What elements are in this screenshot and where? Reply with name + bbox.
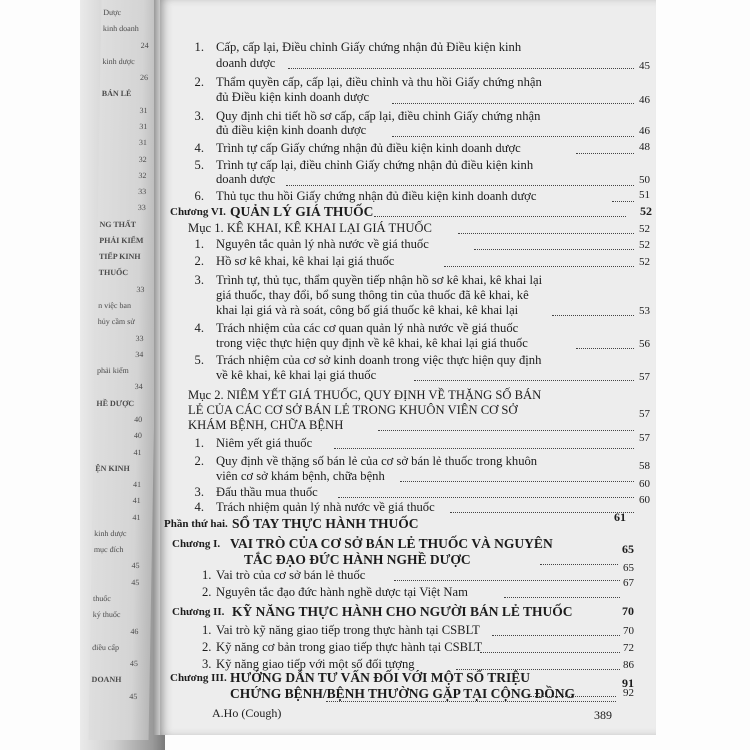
left-page-fragment: 33	[136, 284, 145, 294]
entry-text: Kỹ năng giao tiếp với một số đối tượng	[216, 657, 415, 671]
entry-number: 3.	[202, 657, 212, 671]
entry-number: 2.	[194, 454, 204, 468]
entry-page: 46	[639, 125, 650, 137]
entry-number: 5.	[194, 158, 204, 172]
left-page-fragment: 32	[138, 154, 147, 164]
entry-number: 3.	[194, 273, 204, 287]
entry-text: viên cơ sở khám bệnh, chữa bệnh	[216, 469, 385, 483]
entry-text: Trách nhiệm của cơ sở kinh doanh trong việc thực hiện quy định	[216, 353, 542, 367]
chapter-label: Chương II.	[172, 606, 225, 618]
entry-text: Thủ tục thu hồi Giấy chứng nhận đủ điều kiện kinh doanh dược	[216, 189, 537, 203]
section-title: Mục 1. KÊ KHAI, KÊ KHAI LẠI GIÁ THUỐC	[188, 221, 432, 235]
left-page-fragment: 33	[138, 187, 147, 197]
entry-text: Nguyên tắc đạo đức hành nghề dược tại Việt Nam	[216, 585, 468, 599]
entry-page: 92	[623, 687, 634, 699]
left-page-fragment: THUỐC	[98, 268, 129, 278]
entry-text: Nguyên tắc quản lý nhà nước về giá thuốc	[216, 237, 429, 251]
chapter-title: KỸ NĂNG THỰC HÀNH CHO NGƯỜI BÁN LẺ THUỐC	[232, 604, 573, 619]
entry-text: trong việc thực hiện quy định về kê khai, kê khai lại giá thuốc	[216, 336, 528, 350]
entry-page: 48	[639, 141, 650, 153]
entry-page: 72	[623, 642, 634, 654]
left-page-fragment: kinh dược	[94, 528, 127, 538]
entry-text: đủ điều kiện kinh doanh dược	[216, 123, 367, 137]
left-page-fragment: Dược	[103, 8, 122, 17]
entry-number: 2.	[194, 75, 204, 89]
left-page-fragment: 32	[138, 170, 147, 180]
leader-dots	[552, 315, 634, 316]
entry-number: 2.	[202, 640, 212, 654]
left-page-fragment: PHẢI KIỂM	[99, 235, 144, 245]
left-page-fragment: n việc ban	[98, 301, 132, 311]
left-page-fragment: kinh dược	[102, 56, 135, 66]
entry-number: 2.	[194, 254, 204, 268]
entry-page: 52	[639, 239, 650, 251]
part-label: Phần thứ hai.	[164, 518, 228, 530]
entry-text: Trình tự, thủ tục, thẩm quyền tiếp nhận hồ sơ kê khai, kê khai lại	[216, 273, 543, 287]
entry-text: doanh dược	[216, 172, 276, 186]
entry-page: 67	[623, 577, 634, 589]
entry-page: 46	[639, 94, 650, 106]
chapter-page: 70	[622, 604, 634, 618]
entry-number: 1.	[202, 623, 212, 637]
left-page-fragment: 45	[129, 691, 138, 701]
left-page-fragment: 31	[138, 138, 148, 148]
left-page-fragment: 33	[137, 203, 146, 213]
leader-dots	[286, 185, 634, 186]
chapter-label: Chương III.	[170, 672, 227, 684]
left-page-fragment: 41	[132, 496, 141, 506]
entry-number: 3.	[194, 485, 204, 499]
leader-dots	[530, 696, 616, 697]
entry-page: 57	[639, 371, 650, 383]
leader-dots	[378, 430, 634, 431]
left-page-fragment: 45	[129, 659, 138, 669]
leader-dots	[540, 564, 618, 565]
entry-page: 56	[639, 338, 650, 350]
left-page-fragment: BÁN LẺ	[101, 89, 132, 99]
chapter-label: Chương I.	[172, 538, 221, 550]
part-title: SỔ TAY THỰC HÀNH THUỐC	[232, 516, 419, 531]
leader-dots	[480, 652, 620, 653]
chapter-page: 91	[622, 676, 634, 690]
entry-text: Niêm yết giá thuốc	[216, 436, 313, 450]
leader-dots	[612, 201, 634, 202]
left-page-fragment: 41	[132, 480, 142, 490]
entry-number: 1.	[202, 568, 212, 582]
entry-text: Hồ sơ kê khai, kê khai lại giá thuốc	[216, 254, 395, 268]
leader-dots	[576, 348, 634, 349]
left-page-fragment: 46	[130, 626, 139, 636]
entry-text: Trình tự cấp lại, điều chỉnh Giấy chứng nhận đủ điều kiện kinh	[216, 158, 534, 172]
left-page-fragment: 40	[134, 414, 143, 424]
entry-text: đủ Điều kiện kinh doanh dược	[216, 90, 370, 104]
left-page-fragment: 45	[131, 561, 140, 571]
entry-number: 5.	[194, 353, 204, 367]
entry-page: 65	[623, 562, 634, 574]
entry-number: 1.	[194, 40, 204, 54]
entry-number: 4.	[194, 500, 204, 514]
section-page: 52	[639, 223, 650, 235]
entry-number: 6.	[194, 189, 204, 203]
entry-page: 57	[639, 432, 650, 444]
leader-dots	[400, 481, 634, 482]
entry-text: A.Ho (Cough)	[212, 706, 282, 720]
section-page: 57	[639, 408, 650, 420]
entry-text: Vai trò kỹ năng giao tiếp trong thực hành tại CSBLT	[216, 623, 480, 637]
entry-text: Vai trò của cơ sở bán lẻ thuốc	[216, 568, 366, 582]
part-page: 61	[614, 510, 626, 524]
entry-page: 51	[639, 189, 650, 201]
leader-dots	[414, 380, 634, 381]
entry-number: 2.	[202, 585, 212, 599]
leader-dots	[334, 448, 634, 449]
leader-dots	[374, 216, 626, 217]
entry-number: 4.	[194, 141, 204, 155]
leader-dots	[392, 136, 634, 137]
left-page-fragment: 34	[134, 382, 143, 392]
entry-page: 60	[639, 494, 650, 506]
entry-number: 4.	[194, 321, 204, 335]
chapter-title: TẮC ĐẠO ĐỨC HÀNH NGHỀ DƯỢC	[244, 552, 471, 567]
section-title: Mục 2. NIÊM YẾT GIÁ THUỐC, QUY ĐỊNH VỀ THẶNG SỐ BÁN	[188, 388, 542, 402]
entry-page: 60	[639, 478, 650, 490]
entry-text: giá thuốc, thay đổi, bổ sung thông tin của thuốc đã kê khai, kê	[216, 288, 529, 302]
leader-dots	[392, 103, 634, 104]
leader-dots	[326, 701, 616, 702]
leader-dots	[492, 635, 620, 636]
entry-page: 50	[639, 174, 650, 186]
entry-text: doanh dược	[216, 56, 276, 70]
entry-text: Quy định về thặng số bán lẻ của cơ sở bán lẻ thuốc trong khuôn	[216, 454, 538, 468]
chapter-page: 65	[622, 542, 634, 556]
toc-page	[160, 0, 656, 735]
entry-text: khai lại giá và rà soát, công bố giá thuốc kê khai, kê khai lại	[216, 303, 519, 317]
chapter-title: VAI TRÒ CỦA CƠ SỞ BÁN LẺ THUỐC VÀ NGUYÊN	[230, 536, 553, 551]
left-page-fragment: 41	[133, 447, 142, 457]
section-title: KHÁM BỆNH, CHỮA BỆNH	[188, 418, 344, 432]
entry-page: 70	[623, 625, 634, 637]
left-page-fragment: hủy cầm sử	[97, 317, 135, 327]
left-page-fragment: mục đích	[93, 545, 124, 555]
left-page-fragment: 24	[140, 40, 149, 50]
left-page-fragment: 31	[139, 105, 148, 115]
leader-dots	[576, 153, 634, 154]
entry-text: Trách nhiệm của các cơ quan quản lý nhà nước về giá thuốc	[216, 321, 519, 335]
entry-number: 1.	[194, 436, 204, 450]
left-page-fragment: TIẾP KINH	[98, 252, 141, 262]
entry-text: Trình tự cấp Giấy chứng nhận đủ điều kiện kinh doanh dược	[216, 141, 521, 155]
left-page-fragment: 41	[132, 512, 141, 522]
left-page-fragment: NG THẤT	[99, 219, 137, 229]
left-page-fragment: kinh doanh	[102, 24, 139, 34]
chapter-title: QUẢN LÝ GIÁ THUỐC	[230, 204, 374, 219]
entry-text: Đấu thầu mua thuốc	[216, 485, 318, 499]
chapter-page: 52	[640, 204, 652, 218]
leader-dots	[458, 233, 634, 234]
left-page-fragment: HỀ DƯỢC	[96, 398, 135, 408]
chapter-label: Chương VI.	[170, 206, 226, 218]
left-page-fragment: DOANH	[91, 675, 122, 685]
chapter-title: HƯỚNG DẪN TƯ VẤN ĐỐI VỚI MỘT SỐ TRIỆU	[230, 670, 531, 685]
entry-text: Trách nhiệm quản lý nhà nước về giá thuốc	[216, 500, 435, 514]
left-page-fragment: ỆN KINH	[95, 463, 130, 473]
entry-text: về kê khai, kê khai lại giá thuốc	[216, 368, 377, 382]
entry-text: Thẩm quyền cấp, cấp lại, điều chỉnh và thu hồi Giấy chứng nhận	[216, 75, 542, 89]
left-page-fragment: thuốc	[92, 594, 111, 604]
chapter-title: CHỨNG BỆNH/BỆNH THƯỜNG GẶP TẠI CỘNG ĐỒNG	[230, 686, 576, 701]
entry-page: 86	[623, 659, 634, 671]
entry-text: Cấp, cấp lại, Điều chỉnh Giấy chứng nhận đủ Điều kiện kinh	[216, 40, 522, 54]
left-page-fragment: 33	[135, 333, 144, 343]
page-number: 389	[594, 708, 612, 722]
left-page-fragment: điều cấp	[92, 642, 120, 652]
left-page-fragment: 45	[131, 577, 140, 587]
leader-dots	[288, 68, 634, 69]
left-page-fragment: ký thuốc	[92, 610, 121, 620]
entry-page: 52	[639, 256, 650, 268]
entry-page: 45	[639, 60, 650, 72]
left-page-fragment: 26	[140, 73, 149, 83]
section-title: LẺ CỦA CÁC CƠ SỞ BÁN LẺ TRONG KHUÔN VIÊN CƠ SỞ	[188, 403, 518, 417]
leader-dots	[394, 580, 620, 581]
leader-dots	[474, 249, 634, 250]
left-page-fragment: phải kiểm	[96, 366, 129, 376]
leader-dots	[338, 497, 634, 498]
left-page-fragment: 31	[139, 121, 148, 131]
entry-number: 1.	[194, 237, 204, 251]
left-page-fragment: 40	[133, 431, 142, 441]
entry-text: Quy định chi tiết hồ sơ cấp, cấp lại, điều chỉnh Giấy chứng nhận	[216, 109, 541, 123]
entry-page: 58	[639, 460, 650, 472]
entry-number: 3.	[194, 109, 204, 123]
leader-dots	[444, 266, 634, 267]
leader-dots	[504, 597, 620, 598]
entry-text: Kỹ năng cơ bản trong giao tiếp thực hành tại CSBLT	[216, 640, 483, 654]
leader-dots	[450, 512, 634, 513]
left-page-fragment: 34	[135, 349, 144, 359]
entry-page: 53	[639, 305, 650, 317]
